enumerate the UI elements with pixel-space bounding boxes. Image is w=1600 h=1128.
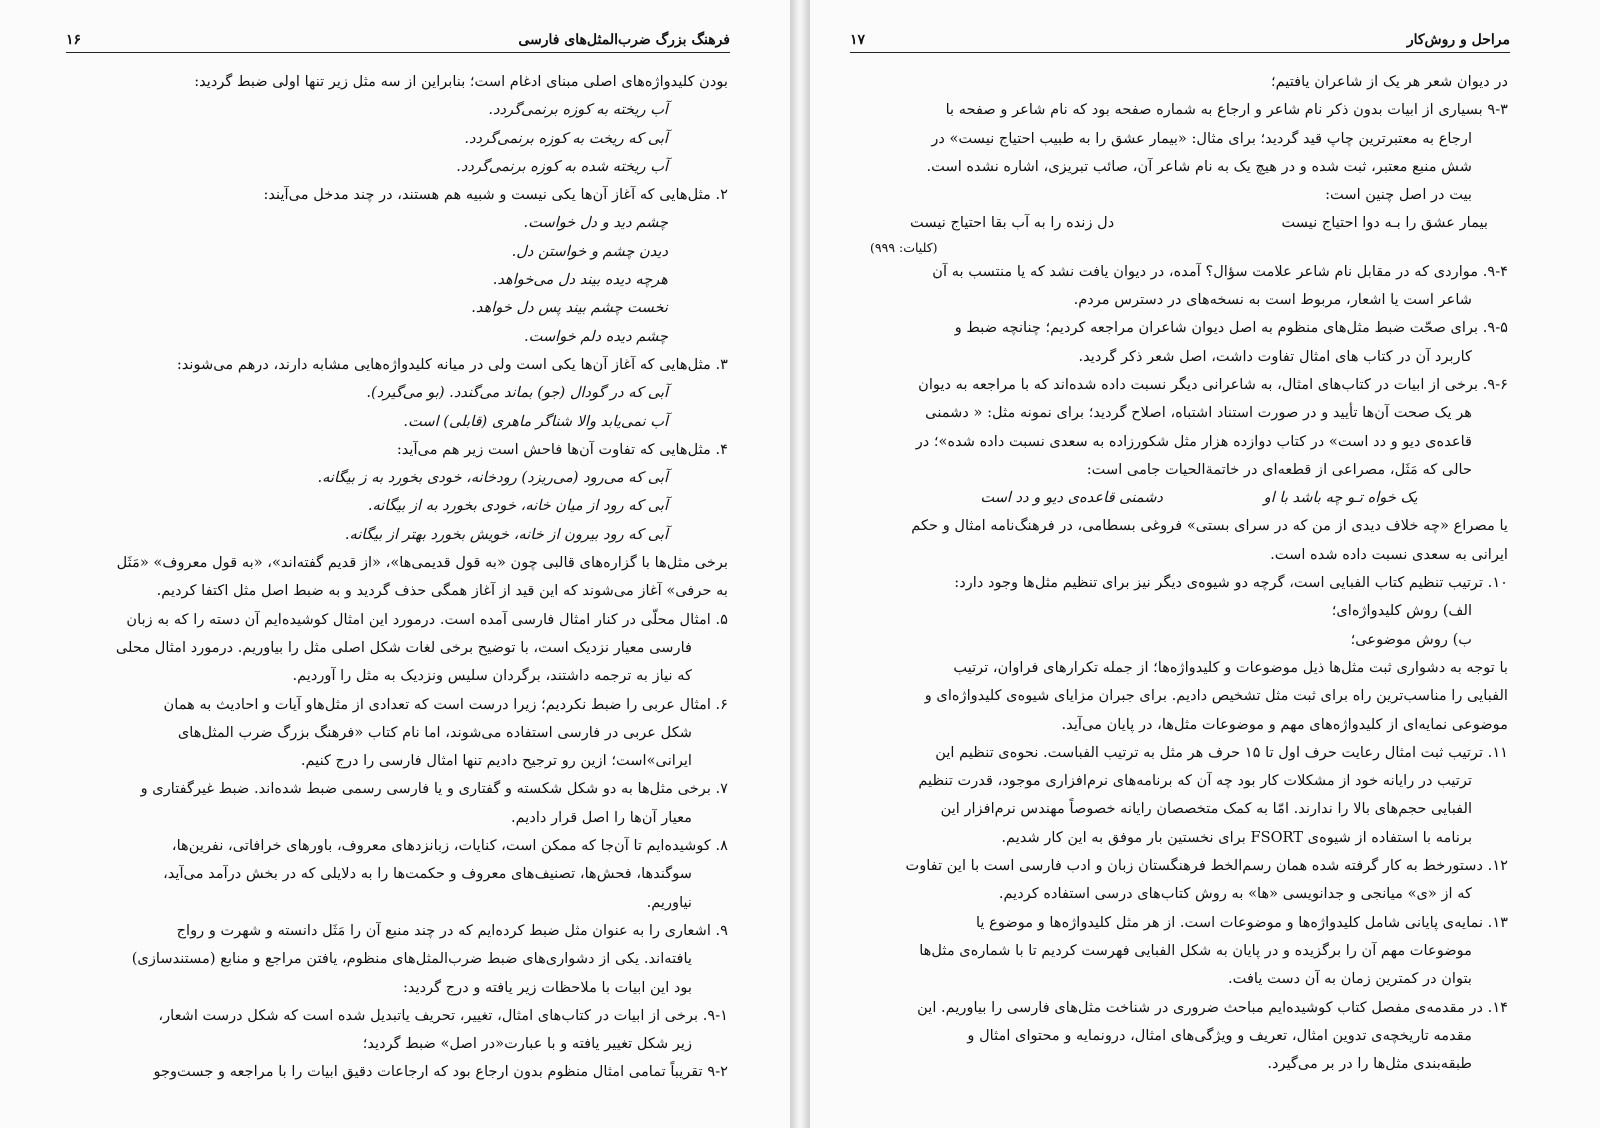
left-page-number: ۱۶	[66, 32, 82, 48]
verse-hemistich: بیمار عشق را بـه دوا احتیاج نیست	[1281, 214, 1488, 232]
text-line: ۷. برخی مثل‌ها به دو شکل شکسته و گفتاری و یا فارسی رسمی ضبط شده‌اند. ضبط غیرگفتاری و	[140, 780, 728, 798]
text-line: ۹-۶. برخی از ابیات در کتاب‌های امثال، به شاعرانی دیگر نسبت داده شده‌اند که با مراجعه به دیوان	[918, 375, 1508, 393]
left-page	[0, 0, 790, 1128]
text-line: شش منبع معتبر، ثبت شده و در هیچ یک به نام شاعر آن، صائب تبریزی، اشاره نشده است.	[926, 157, 1472, 175]
text-line: ایرانی به سعدی نسبت داده شده است.	[1270, 545, 1508, 563]
text-line: ایرانی»است؛ ازین رو ترجیح دادیم تنها امثال فارسی را درج کنیم.	[300, 752, 692, 770]
text-line: بتوان در کمترین زمان به آن دست یافت.	[1227, 970, 1472, 988]
text-line: یا مصراع «چه خلاف دیدی از من که در سرای بستی» فروغی بسطامی، در فرهنگ‌نامه امثال و حکم	[911, 517, 1508, 535]
verse-hemistich: دشمنی قاعده‌ی دیو و دد است	[980, 489, 1163, 507]
text-line: آبی که می‌رود (می‌ریزد) رودخانه، خودی بخورد به ز بیگانه.	[317, 469, 668, 487]
text-line: ۶. امثال عربی را ضبط نکردیم؛ زیرا درست است که تعدادی از مثل‌هاو آیات و احادیث به همان	[163, 695, 728, 713]
text-line: دیدن چشم و خواستن دل.	[511, 242, 668, 260]
right-page-number: ۱۷	[850, 32, 866, 48]
verse-couplet-2	[850, 484, 1508, 512]
text-line: موضوعی نمایه‌ای از کلیدواژه‌های مهم و موضوعات مثل‌ها، در پایان می‌آید.	[1061, 715, 1508, 733]
text-line: زیر شکل تغییر یافته و با عبارت«در اصل» ضبط گردید؛	[362, 1035, 692, 1053]
text-line: بود این ابیات با ملاحظات زیر یافته و درج گردید:	[402, 978, 692, 996]
text-line: که از «ی» میانجی و جدانویسی «ها» به روش کتاب‌های درسی استفاده کردیم.	[998, 885, 1472, 903]
text-line: آبی که در گودال (جو) بماند می‌گندد. (بو می‌گیرد).	[366, 384, 668, 402]
text-line: ۱۰. ترتیب تنظیم کتاب الفبایی است، گرچه دو شیوه‌ی دیگر نیز برای تنظیم مثل‌ها وجود دارد:	[954, 574, 1508, 592]
text-line: برنامه با استفاده از شیوه‌ی FSORT برای نخستین بار موفق به این کار شدیم.	[1001, 828, 1472, 846]
text-line: قاعده‌ی دیو و دد است» در کتاب دوازده هزار مثل شکورزاده به سعدی نسبت داده شده‌»؛ در	[915, 432, 1472, 450]
text-line: به حرفی» آغاز می‌شوند که این قید از آغاز همگی حذف گردید و به ضبط اصل مثل اکتفا کردیم.	[156, 582, 728, 600]
text-line: بودن کلیدواژه‌های اصلی مبنای ادغام است؛ بنابراین از سه مثل زیر تنها اولی ضبط گردید:	[194, 73, 728, 90]
text-line: الفبایی را مناسب‌ترین راه برای ثبت مثل تشخیص دادیم. برای جبران مزایای شیوه‌ی کلیدواژه‌ای و	[924, 687, 1508, 705]
text-line: ارجاع به معتبرترین چاپ قید گردید؛ برای مثال: «بیمار عشق را به طبیب احتیاج نیست» در	[931, 129, 1472, 147]
text-line: چشم دیده دلم خواست.	[523, 327, 668, 345]
left-page-body	[74, 68, 728, 1087]
text-line: ۱۱. ترتیب ثبت امثال رعایت حرف اول تا ۱۵ حرف هر مثل به ترتیب الفباست. نحوه‌ی تنظیم این	[935, 743, 1508, 761]
text-line: ۹-۱. برخی از ابیات در کتاب‌های امثال، تغییر، تحریف یاتبدیل شده است که شکل درست اشعار،	[158, 1006, 728, 1024]
text-line: شکل عربی در فارسی استفاده می‌شوند، اما نام کتاب «فرهنگ بزرگ ضرب المثل‌های	[177, 723, 692, 741]
text-line: کاربرد آن در کتاب های امثال تفاوت داشت، اصل شعر ذکر گردید.	[1078, 347, 1472, 365]
text-line: طبقه‌بندی مثل‌ها را در بر می‌گیرد.	[1267, 1055, 1472, 1073]
text-line: ۹. اشعاری را به عنوان مثل ضبط کرده‌ایم که در چند منبع آن را مَثَل دانسته و شهرت و رواج	[176, 921, 728, 939]
text-line: چشم دید و دل خواست.	[523, 214, 668, 232]
text-line: ۱۴. در مقدمه‌ی مفصل کتاب کوشیده‌ایم مباحث ضروری در شناخت مثل‌های فارسی را بیاوریم. این	[917, 998, 1508, 1016]
verse-hemistich: یک خواه تـو چه باشد با او	[1263, 489, 1418, 507]
book-gutter	[790, 0, 810, 1128]
verse-hemistich: دل زنده را به آب بقا احتیاج نیست	[910, 214, 1115, 232]
text-line: ۹-۳ بسیاری از ابیات بدون ذکر نام شاعر و ارجاع به شماره صفحه بود که نام شاعر و صفحه با	[945, 101, 1508, 119]
text-line: آب ریخته شده به کوزه برنمی‌گردد.	[456, 157, 668, 175]
text-line: برخی مثل‌ها با گزاره‌های قالبی چون «به قول قدیمی‌ها»، «از قدیم گفته‌اند»، «به قول معروف» «مَثَل	[116, 554, 728, 572]
text-line: الفبایی حجم‌های بالا را ندارند. امّا به کمک متخصصان رایانه خصوصاً مهندس نرم‌افزار این	[940, 800, 1472, 818]
text-line: شاعر است یا اشعار، مربوط است به نسخه‌های در دسترس مردم.	[1073, 291, 1472, 309]
text-line: ۵. امثال محلّی در کنار امثال فارسی آمده است. درمورد این امثال کوشیده‌ایم آن دسته را که به زبان	[126, 610, 728, 628]
text-line: الف) روش کلیدواژه‌ای؛	[1331, 602, 1472, 620]
verse-couplet-1	[850, 209, 1508, 237]
text-line: ترتیب در رایانه خود از مشکلات کار بود چه آن که برنامه‌های نرم‌افزاری موجود، قدرت تنظیم	[918, 772, 1472, 790]
text-line: ۹-۵. برای صحّت ضبط مثل‌های منظوم به اصل دیوان شاعران مراجعه کردیم؛ چنانچه ضبط و	[954, 319, 1508, 337]
text-line: ۱۳. نمایه‌ی پایانی شامل کلیدواژه‌ها و موضوعات است. از هر مثل کلیدواژه‌ها و موضوع یا	[975, 913, 1508, 931]
text-line: نخست چشم بیند پس دل خواهد.	[471, 299, 668, 317]
text-line: بیت در اصل چنین است:	[1325, 186, 1472, 204]
text-line: معیار آن‌ها را اصل قرار دادیم.	[510, 808, 692, 826]
text-line: آبی که رود از میان خانه، خودی بخورد به از بیگانه.	[367, 497, 668, 515]
text-line: ۴. مثل‌هایی که تفاوت آن‌ها فاحش است زیر هم می‌آید:	[396, 440, 728, 458]
left-page-header	[66, 20, 730, 53]
left-running-title: فرهنگ بزرگ ضرب‌المثل‌های فارسی	[518, 32, 730, 48]
text-line: آب ریخته به کوزه برنمی‌گردد.	[488, 101, 668, 119]
text-line: ۹-۲ تقریباً تمامی امثال منظوم بدون ارجاع بود که ارجاعات دقیق ابیات را با مراجعه و جست‌وجو	[153, 1063, 728, 1081]
text-line: حالی که مَثَل، مصراعی از قطعه‌ای در خاتمةالحیات جامی است:	[1086, 460, 1472, 478]
text-line: ۹-۴. مواردی که در مقابل نام شاعر علامت سؤال؟ آمده، در دیوان یافت نشد که یا منتسب به آن	[932, 262, 1508, 280]
right-page	[810, 0, 1600, 1128]
text-line: ۸. کوشیده‌ایم تا آن‌جا که ممکن است، کنایات، زبانزدهای معروف، باورهای خرافاتی، نفرین‌ها،	[171, 837, 728, 855]
text-line: نیاوریم.	[646, 893, 692, 911]
text-line: هرچه دیده بیند دل می‌خواهد.	[492, 271, 668, 289]
text-line: آب نمی‌یابد والا شناگر ماهری (قابلی) است.	[403, 412, 668, 430]
text-line: که نیاز به ترجمه داشتند، برگردان سلیس ونزدیک به مثل را آوردیم.	[292, 667, 692, 685]
text-line: با توجه به دشواری ثبت مثل‌ها ذیل موضوعات و کلیدواژه‌ها؛ از جمله تکرارهای فراوان، ترتیب	[953, 658, 1508, 676]
right-page-header	[850, 20, 1510, 53]
text-line: ۲. مثل‌هایی که آغاز آن‌ها یکی نیست و شبیه هم هستند، در چند مدخل می‌آیند:	[263, 186, 728, 204]
text-line: آبی که ریخت به کوزه برنمی‌گردد.	[464, 129, 668, 147]
text-line: مقدمه تاریخچه‌ی تدوین امثال، تعریف و ویژگی‌های امثال، درونمایه و محتوای امثال و	[967, 1026, 1472, 1044]
text-line: سوگندها، فحش‌ها، تصنیف‌های معروف و حکمت‌ها را به دلایلی که در بخش درآمد می‌آید،	[163, 865, 692, 883]
text-line: آبی که رود بیرون از خانه، خویش بخورد بهتر از بیگانه.	[344, 525, 668, 543]
text-line: ۳. مثل‌هایی که آغاز آن‌ها یکی است ولی در میانه کلیدواژه‌هایی مشابه دارند، درهم می‌شوند:	[176, 355, 728, 373]
text-line: در دیوان شعر هر یک از شاعران یافتیم؛	[1270, 73, 1508, 90]
right-page-body	[850, 68, 1508, 1078]
verse-source: (کلیات: ۹۹۹)	[870, 239, 938, 255]
right-running-title: مراحل و روش‌کار	[1406, 32, 1510, 48]
text-line: هر یک صحت آن‌ها تأیید و در صورت استناد اشتباه، اصلاح گردید؛ برای نمونه مثل: « دشمنی	[925, 404, 1472, 422]
text-line: ب) روش موضوعی؛	[1350, 630, 1472, 648]
text-line: ۱۲. دستورخط به کار گرفته شده همان رسم‌الخط فرهنگستان زبان و ادب فارسی است با این تفاوت	[905, 857, 1508, 875]
text-line: موضوعات مهم آن را برگزیده و در پایان به شکل الفبایی فهرست کردیم تا با شماره‌ی مثل‌ها	[919, 941, 1472, 959]
text-line: فارسی معیار نزدیک است، با توضیح برخی لغات شکل اصلی مثل را بیاوریم. درمورد امثال محلی	[115, 638, 692, 656]
text-line: یافته‌اند. یکی از دشواری‌های ضبط ضرب‌المثل‌های منظوم، یافتن مراجع و منابع (مستندسازی)	[131, 950, 692, 968]
